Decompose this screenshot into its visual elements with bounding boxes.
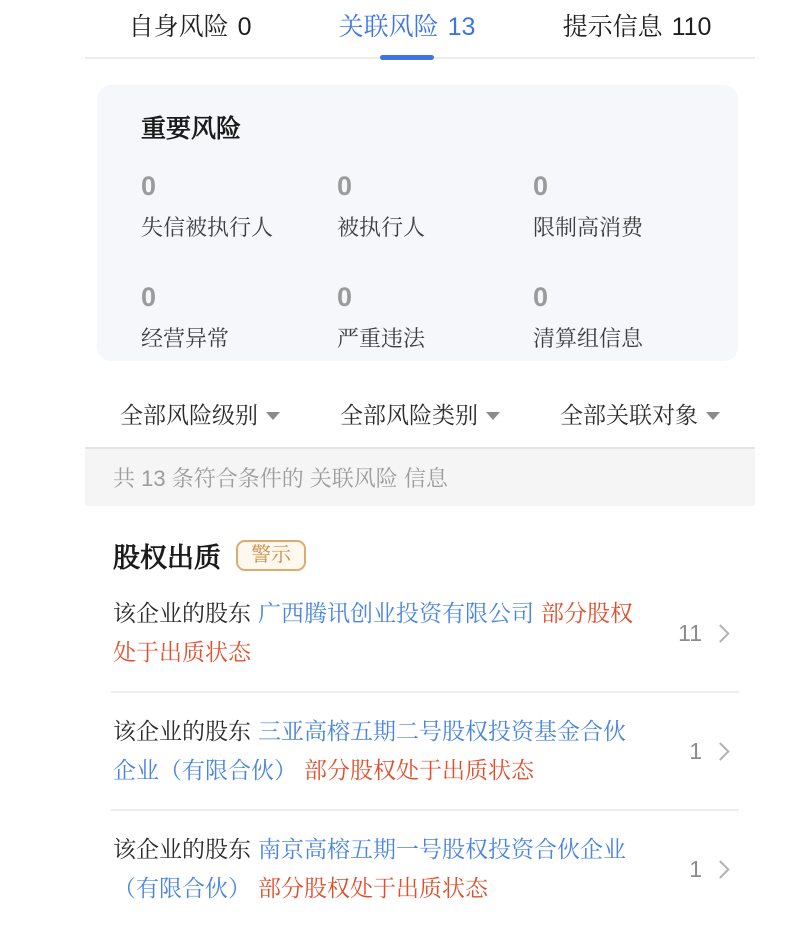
stat-value: 0 bbox=[533, 171, 549, 201]
item-right bbox=[689, 738, 731, 765]
item-count: 1 bbox=[689, 737, 702, 764]
chevron-right-icon bbox=[711, 742, 729, 760]
equity-pledge-section-header bbox=[85, 536, 755, 575]
important-risk-stats bbox=[141, 171, 738, 353]
chevron-right-icon bbox=[711, 860, 729, 878]
company-link[interactable]: 广西腾讯创业投资有限公司 bbox=[258, 600, 534, 626]
important-risk-card bbox=[97, 85, 738, 361]
stat-liquidation-info[interactable] bbox=[533, 282, 729, 353]
filter-related-object[interactable] bbox=[560, 397, 720, 430]
tab-notice-info[interactable] bbox=[563, 7, 712, 43]
stat-serious-violation[interactable] bbox=[337, 282, 533, 353]
item-prefix: 该企业的股东 bbox=[113, 836, 251, 862]
tab-notice-info-count: 110 bbox=[671, 13, 712, 41]
equity-pledge-list bbox=[85, 575, 755, 927]
tab-related-risk-label: 关联风险 bbox=[338, 13, 439, 41]
list-item[interactable] bbox=[85, 575, 755, 691]
company-link[interactable]: 三亚高榕五期二号股权投资基金合伙企业（有限合伙） bbox=[113, 718, 626, 783]
stat-value: 0 bbox=[337, 171, 353, 201]
stat-consumption-restriction[interactable] bbox=[533, 171, 729, 242]
content-column bbox=[85, 0, 755, 927]
item-status: 部分股权处于出质状态 bbox=[258, 875, 488, 901]
tab-self-risk-label: 自身风险 bbox=[128, 13, 229, 41]
chevron-down-icon bbox=[486, 412, 500, 420]
stat-label: 清算组信息 bbox=[533, 326, 644, 351]
item-right bbox=[678, 620, 731, 647]
item-right bbox=[689, 856, 731, 883]
risk-tab-bar bbox=[85, 0, 755, 59]
list-item[interactable] bbox=[85, 693, 755, 809]
item-count: 11 bbox=[678, 619, 702, 646]
stat-label: 失信被执行人 bbox=[141, 215, 274, 240]
stat-abnormal-operation[interactable] bbox=[141, 282, 337, 353]
result-count-bar bbox=[85, 447, 755, 506]
tab-related-risk[interactable] bbox=[339, 7, 476, 43]
section-title: 股权出质 bbox=[113, 543, 221, 573]
filter-row bbox=[85, 397, 755, 430]
stat-label: 限制高消费 bbox=[533, 215, 644, 240]
chevron-down-icon bbox=[706, 412, 720, 420]
filter-risk-type[interactable] bbox=[340, 397, 500, 430]
tab-self-risk-count: 0 bbox=[237, 13, 252, 41]
warning-badge: 警示 bbox=[236, 540, 306, 571]
chevron-down-icon bbox=[266, 412, 280, 420]
important-risk-title: 重要风险 bbox=[141, 115, 242, 143]
tab-related-risk-count: 13 bbox=[447, 13, 476, 41]
filter-risk-type-label: 全部风险类别 bbox=[340, 402, 478, 428]
item-description bbox=[113, 830, 648, 908]
tab-self-risk[interactable] bbox=[129, 7, 252, 43]
item-status: 部分股权处于出质状态 bbox=[304, 757, 534, 783]
item-description bbox=[113, 712, 648, 790]
item-description bbox=[113, 594, 648, 672]
list-item[interactable] bbox=[85, 811, 755, 927]
stat-value: 0 bbox=[141, 282, 157, 312]
stat-value: 0 bbox=[337, 282, 353, 312]
tab-notice-info-label: 提示信息 bbox=[562, 13, 663, 41]
stat-value: 0 bbox=[141, 171, 157, 201]
item-prefix: 该企业的股东 bbox=[113, 718, 251, 744]
stat-label: 经营异常 bbox=[141, 326, 230, 351]
company-link[interactable]: 南京高榕五期一号股权投资合伙企业（有限合伙） bbox=[113, 836, 626, 901]
stat-label: 严重违法 bbox=[337, 326, 426, 351]
chevron-right-icon bbox=[711, 624, 729, 642]
item-prefix: 该企业的股东 bbox=[113, 600, 251, 626]
stat-dishonest-executee[interactable] bbox=[141, 171, 337, 242]
item-status: 部分股权处于出质状态 bbox=[113, 600, 633, 665]
item-count: 1 bbox=[689, 855, 702, 882]
filter-related-object-label: 全部关联对象 bbox=[560, 402, 698, 428]
filter-risk-level-label: 全部风险级别 bbox=[120, 402, 258, 428]
result-count-text: 共 13 条符合条件的 关联风险 信息 bbox=[113, 466, 448, 491]
active-tab-indicator bbox=[380, 55, 434, 60]
stat-executee[interactable] bbox=[337, 171, 533, 242]
stat-value: 0 bbox=[533, 282, 549, 312]
filter-risk-level[interactable] bbox=[120, 397, 280, 430]
stat-label: 被执行人 bbox=[337, 215, 426, 240]
